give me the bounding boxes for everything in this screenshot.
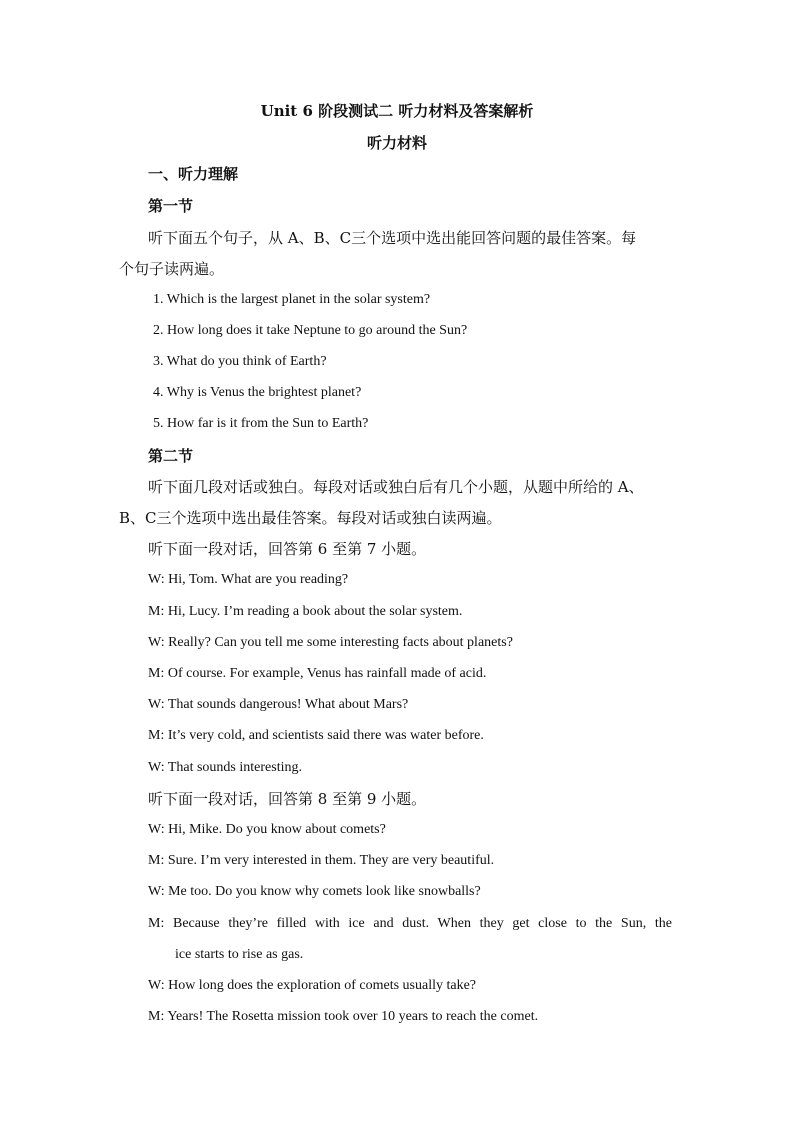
dialogue-line: W: Really? Can you tell me some interesting facts about planets? bbox=[148, 635, 513, 650]
section1-instruction-line2: 个句子读两遍。 bbox=[119, 260, 225, 278]
dialogue-line: M: Years! The Rosetta mission took over 10 years to reach the comet. bbox=[148, 1009, 539, 1024]
dialogue-line-continuation: ice starts to rise as gas. bbox=[175, 947, 304, 962]
dialogue2-intro: 听下面一段对话，回答第 8 至第 9 小题。 bbox=[148, 790, 427, 808]
section1-heading: 第一节 bbox=[148, 197, 194, 215]
dialogue-line: M: Hi, Lucy. I’m reading a book about the solar system. bbox=[148, 604, 463, 619]
document-subtitle: 听力材料 bbox=[366, 134, 427, 152]
sentence-item: 5. How far is it from the Sun to Earth? bbox=[153, 416, 369, 431]
dialogue-line: W: How long does the exploration of comets usually take? bbox=[148, 978, 477, 993]
section2-instruction-line1: 听下面几段对话或独白。每段对话或独白后有几个小题，从题中所给的 A、 bbox=[148, 478, 644, 496]
sentence-item: 4. Why is Venus the brightest planet? bbox=[153, 385, 362, 400]
dialogue1-intro: 听下面一段对话，回答第 6 至第 7 小题。 bbox=[148, 540, 427, 558]
dialogue-line: W: That sounds interesting. bbox=[148, 760, 302, 775]
dialogue-line: M: Sure. I’m very interested in them. They are very beautiful. bbox=[148, 853, 495, 868]
dialogue-line: W: Hi, Tom. What are you reading? bbox=[148, 572, 349, 587]
dialogue-line: M: It’s very cold, and scientists said there was water before. bbox=[148, 728, 484, 743]
section2-instruction-line2: B、C三个选项中选出最佳答案。每段对话或独白读两遍。 bbox=[119, 509, 502, 527]
section1-instruction-line1: 听下面五个句子，从 A、B、C三个选项中选出能回答问题的最佳答案。每 bbox=[148, 229, 637, 247]
dialogue-line: W: Me too. Do you know why comets look like snowballs? bbox=[148, 884, 481, 899]
section2-heading: 第二节 bbox=[148, 447, 194, 465]
dialogue-line: M: Of course. For example, Venus has rainfall made of acid. bbox=[148, 666, 487, 681]
sentence-item: 1. Which is the largest planet in the solar system? bbox=[153, 292, 431, 307]
sentence-item: 3. What do you think of Earth? bbox=[153, 354, 327, 369]
part1-heading: 一、听力理解 bbox=[148, 165, 239, 183]
dialogue-line: W: Hi, Mike. Do you know about comets? bbox=[148, 822, 386, 837]
sentence-item: 2. How long does it take Neptune to go around the Sun? bbox=[153, 323, 468, 338]
dialogue-line: M: Because they’re filled with ice and dust. When they get close to the Sun, the bbox=[148, 916, 672, 931]
dialogue-line: W: That sounds dangerous! What about Mars? bbox=[148, 697, 409, 712]
document-title: Unit 6 阶段测试二 听力材料及答案解析 bbox=[260, 102, 534, 120]
